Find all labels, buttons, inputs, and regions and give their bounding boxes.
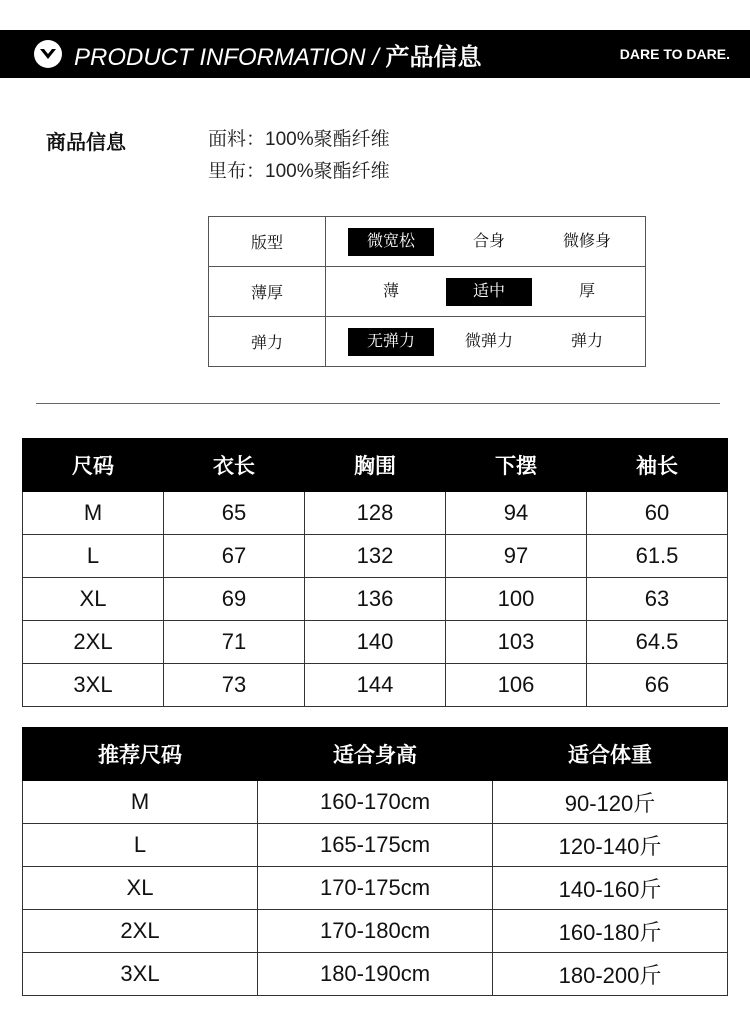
recommend-cell: 165-175cm xyxy=(258,824,493,867)
page-title xyxy=(74,37,482,72)
attribute-options xyxy=(326,317,646,367)
recommend-cell: 120-140斤 xyxy=(493,824,728,867)
size-cell: 94 xyxy=(446,492,587,535)
attribute-row xyxy=(209,217,646,267)
size-header-cell: 衣长 xyxy=(164,439,305,492)
size-cell: 61.5 xyxy=(587,535,728,578)
size-cell: 67 xyxy=(164,535,305,578)
recommend-cell: 160-180斤 xyxy=(493,910,728,953)
attribute-option-selected: 适中 xyxy=(446,278,532,306)
size-cell: 63 xyxy=(587,578,728,621)
title-chinese: 产品信息 xyxy=(385,43,482,71)
attribute-name: 弹力 xyxy=(209,317,326,367)
slogan: DARE TO DARE. xyxy=(619,46,730,62)
size-cell: 103 xyxy=(446,621,587,664)
product-info-lines xyxy=(208,126,390,190)
recommend-cell: XL xyxy=(23,867,258,910)
table-row xyxy=(23,910,728,953)
recommend-size-table xyxy=(22,727,728,996)
fabric-line: 面料：100%聚酯纤维 xyxy=(208,129,390,150)
attribute-option: 合身 xyxy=(472,232,505,250)
size-cell: 71 xyxy=(164,621,305,664)
size-cell: 65 xyxy=(164,492,305,535)
size-cell: 106 xyxy=(446,664,587,707)
size-cell: M xyxy=(23,492,164,535)
attribute-table xyxy=(208,216,646,367)
size-cell: 136 xyxy=(305,578,446,621)
table-row xyxy=(23,492,728,535)
size-header-cell: 尺码 xyxy=(23,439,164,492)
divider xyxy=(36,403,720,404)
size-cell: 128 xyxy=(305,492,446,535)
size-cell: 97 xyxy=(446,535,587,578)
recommend-cell: 170-180cm xyxy=(258,910,493,953)
size-cell: 144 xyxy=(305,664,446,707)
size-cell: 69 xyxy=(164,578,305,621)
lining-line: 里布：100%聚酯纤维 xyxy=(208,161,390,182)
attribute-option: 弹力 xyxy=(570,332,603,350)
attribute-row xyxy=(209,317,646,367)
attribute-option: 厚 xyxy=(578,282,595,300)
recommend-cell: 160-170cm xyxy=(258,781,493,824)
table-row xyxy=(23,578,728,621)
table-row xyxy=(23,781,728,824)
recommend-cell: 90-120斤 xyxy=(493,781,728,824)
size-cell: L xyxy=(23,535,164,578)
attribute-option: 薄 xyxy=(382,282,399,300)
size-cell: 132 xyxy=(305,535,446,578)
size-cell: XL xyxy=(23,578,164,621)
table-row xyxy=(23,621,728,664)
product-info-label: 商品信息 xyxy=(46,132,126,154)
recommend-cell: M xyxy=(23,781,258,824)
size-cell: 2XL xyxy=(23,621,164,664)
recommend-cell: 2XL xyxy=(23,910,258,953)
attribute-options xyxy=(326,267,646,317)
size-header-cell: 下摆 xyxy=(446,439,587,492)
title-english: PRODUCT INFORMATION / xyxy=(74,43,386,71)
attribute-option: 微修身 xyxy=(562,232,611,250)
size-cell: 3XL xyxy=(23,664,164,707)
attribute-option-selected: 微宽松 xyxy=(348,228,434,256)
table-row xyxy=(23,664,728,707)
size-cell: 66 xyxy=(587,664,728,707)
header-bar xyxy=(0,30,750,78)
recommend-cell: 3XL xyxy=(23,953,258,996)
attribute-options xyxy=(326,217,646,267)
table-row xyxy=(23,824,728,867)
attribute-option: 微弹力 xyxy=(464,332,513,350)
size-header-cell: 胸围 xyxy=(305,439,446,492)
size-cell: 140 xyxy=(305,621,446,664)
recommend-header-cell: 推荐尺码 xyxy=(23,728,258,781)
attribute-name: 版型 xyxy=(209,217,326,267)
size-chart-table xyxy=(22,438,728,707)
recommend-cell: 140-160斤 xyxy=(493,867,728,910)
chevron-down-icon xyxy=(34,40,62,68)
recommend-header-cell: 适合体重 xyxy=(493,728,728,781)
size-header-cell: 袖长 xyxy=(587,439,728,492)
attribute-row xyxy=(209,267,646,317)
table-row xyxy=(23,535,728,578)
table-row xyxy=(23,953,728,996)
recommend-cell: 180-190cm xyxy=(258,953,493,996)
size-cell: 100 xyxy=(446,578,587,621)
attribute-name: 薄厚 xyxy=(209,267,326,317)
recommend-cell: 170-175cm xyxy=(258,867,493,910)
recommend-cell: 180-200斤 xyxy=(493,953,728,996)
attribute-option-selected: 无弹力 xyxy=(348,328,434,356)
recommend-cell: L xyxy=(23,824,258,867)
recommend-header-cell: 适合身高 xyxy=(258,728,493,781)
size-cell: 60 xyxy=(587,492,728,535)
size-cell: 73 xyxy=(164,664,305,707)
table-row xyxy=(23,867,728,910)
size-cell: 64.5 xyxy=(587,621,728,664)
